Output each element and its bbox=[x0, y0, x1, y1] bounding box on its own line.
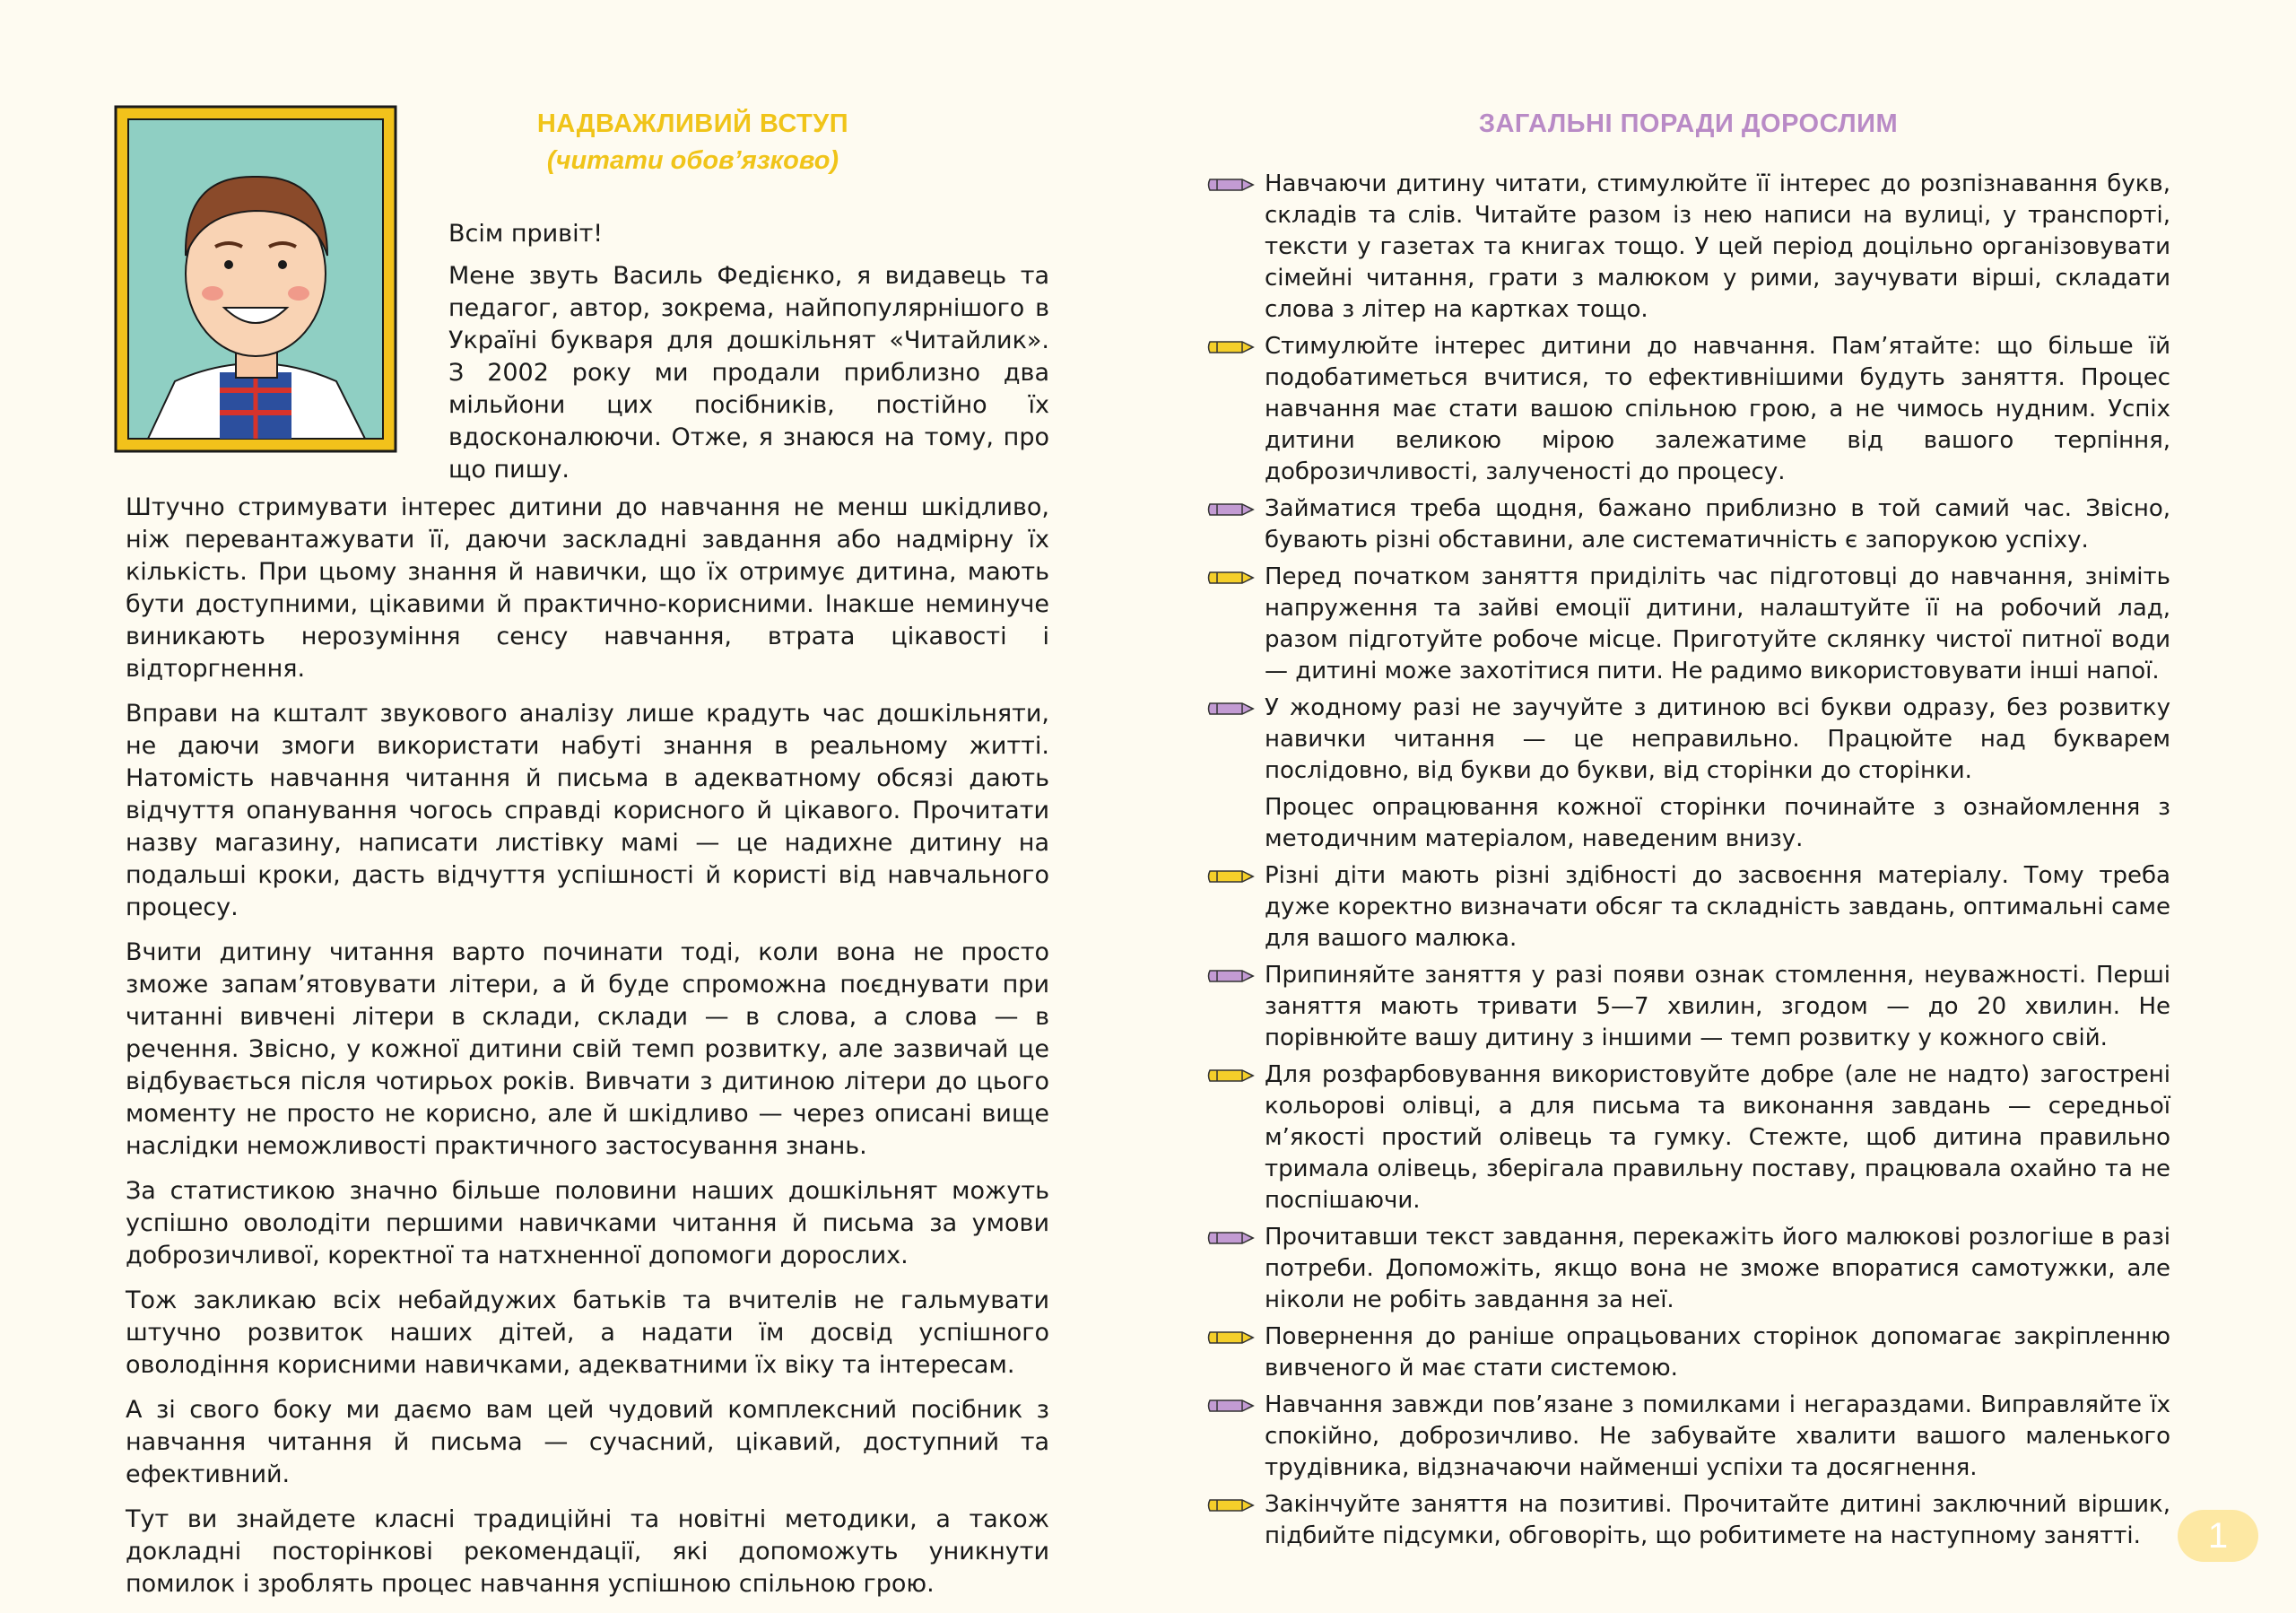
tip-item bbox=[1206, 792, 2170, 855]
tip-item bbox=[1206, 493, 2170, 556]
tip-text: Повернення до раніше опрацьованих сторінок допомагає закріпленню вивченого й має стати системою. bbox=[1265, 1323, 2170, 1382]
pencil-icon bbox=[1206, 567, 1257, 589]
pencil-icon bbox=[1206, 1495, 1257, 1516]
tip-item bbox=[1206, 1059, 2170, 1216]
tip-text: Припиняйте заняття у разі появи ознак стомлення, неуважності. Перші заняття мають тривати 5—7 хвилин, згодом — до 20 хвилин. Не порівнюйте вашу дитину з іншими — темп розвитку у кожного свій. bbox=[1265, 962, 2170, 1051]
tip-item bbox=[1206, 1222, 2170, 1316]
intro-paragraph: Мене звуть Василь Федієнко, я видавець та педагог, автор, зокрема, найпопулярнішого в Україні букваря для дошкільнят «Читайлик». З 2002 року ми продали приблизно два мільйони цих посібників, постійно їх вдосконалюючи. Отже, я знаюся на тому, про що пишу. bbox=[448, 262, 1049, 484]
tips-title: ЗАГАЛЬНІ ПОРАДИ ДОРОСЛИМ bbox=[1478, 109, 1899, 138]
tip-text: Займатися треба щодня, бажано приблизно в той самий час. Звісно, бувають різні обставини, але систематичність є запорукою успіху. bbox=[1265, 495, 2170, 554]
pencil-icon bbox=[1206, 698, 1257, 719]
pencil-icon bbox=[1206, 1327, 1257, 1348]
page-number: 1 bbox=[2178, 1510, 2258, 1562]
tip-text: Прочитавши текст завдання, перекажіть його малюкові розлогіше в разі потреби. Допоможіть, якщо вона не зможе впоратися самотужки, але ніколи не робіть завдання за неї. bbox=[1265, 1224, 2170, 1313]
tip-text: Для розфарбовування використовуйте добре (але не надто) загострені кольорові олівці, а для письма та виконання завдань — середньої м’якості простий олівець та гумку. Стежте, щоб дитина правильно тримала олівець, зберігала правильну поставу, працювала охайно та не поспішаючи. bbox=[1265, 1061, 2170, 1214]
intro-subtitle: (читати обов’язково) bbox=[546, 146, 839, 175]
body-paragraph: А зі свого боку ми даємо вам цей чудовий комплексний посібник з навчання читання й письма — сучасний, цікавий, доступний та ефективний. bbox=[126, 1396, 1049, 1488]
body-paragraph: Тож закликаю всіх небайдужих батьків та вчителів не гальмувати штучно розвиток наших дітей, а надати їм досвід успішного оволодіння корисними навичками, адекватними їх віку та інтересам. bbox=[126, 1286, 1049, 1379]
body-text bbox=[126, 492, 1049, 1613]
tip-item bbox=[1206, 331, 2170, 488]
body-paragraph: За статистикою значно більше половини наших дошкільнят можуть успішно оволодіти першими навичками читання й письма за умови доброзичливої, коректної та натхненної допомоги дорослих. bbox=[126, 1177, 1049, 1269]
tip-item bbox=[1206, 1390, 2170, 1484]
tip-text: Стимулюйте інтерес дитини до навчання. Пам’ятайте: що більше їй подобатиметься вчитися, то ефективнішими будуть заняття. Процес навчання має стати вашою спільною грою, а не чимось нудним. Успіх дитини великою мірою залежатиме від вашого терпіння, доброзичливості, залученості до процесу. bbox=[1265, 333, 2170, 485]
intro-title: НАДВАЖЛИВИЙ ВСТУП bbox=[536, 109, 849, 138]
tip-item bbox=[1206, 860, 2170, 955]
greeting: Всім привіт! bbox=[448, 220, 604, 248]
tip-text: Навчання завжди пов’язане з помилками і негараздами. Виправляйте їх спокійно, доброзичливо. Не забувайте хвалити вашого маленького трудівника, відзначаючи найменші успіхи та досягнення. bbox=[1265, 1391, 2170, 1481]
author-portrait bbox=[112, 103, 399, 455]
tip-text: У жодному разі не заучуйте з дитиною всі букви одразу, без розвитку навички читання — це неправильно. Працюйте над букварем послідовно, від букви до букви, від сторінки до сторінки. bbox=[1265, 694, 2170, 784]
tip-item bbox=[1206, 562, 2170, 687]
tip-text: Процес опрацювання кожної сторінки починайте з ознайомлення з методичним матеріалом, наведеним внизу. bbox=[1265, 794, 2170, 852]
tip-text: Різні діти мають різні здібності до засвоєння матеріалу. Тому треба дуже коректно визначати обсяг та складність завдань, оптимальні саме для вашого малюка. bbox=[1265, 862, 2170, 952]
tips-list bbox=[1206, 169, 2170, 1557]
pencil-icon bbox=[1206, 866, 1257, 887]
pencil-icon bbox=[1206, 1395, 1257, 1417]
tip-text: Закінчуйте заняття на позитиві. Прочитайте дитині заключний віршик, підбийте підсумки, обговоріть, що робитимете на наступному занятті. bbox=[1265, 1491, 2170, 1549]
body-paragraph: Штучно стримувати інтерес дитини до навчання не менш шкідливо, ніж перевантажувати її, даючи заскладні завдання або надмірну їх кількість. При цьому знання й навички, що їх отримує дитина, мають бути доступними, цікавими й практично-корисними. Інакше неминуче виникають нерозуміння сенсу навчання, втрата цікавості і відторгнення. bbox=[126, 493, 1049, 683]
tip-item bbox=[1206, 693, 2170, 787]
tip-item bbox=[1206, 960, 2170, 1054]
intro-heading bbox=[448, 109, 937, 176]
pencil-icon bbox=[1206, 174, 1257, 196]
tip-item bbox=[1206, 1489, 2170, 1552]
pencil-icon bbox=[1206, 499, 1257, 520]
body-paragraph: Вчити дитину читання варто починати тоді, коли вона не просто зможе запам’ятовувати літери, а й буде спроможна поєднувати при читанні вивчені літери в склади, склади — в слова, а слова — в речення. Звісно, у кожної дитини свій темп розвитку, але зазвичай це відбувається після чотирьох років. Вивчати з дитиною літери до цього моменту не просто не корисно, але й шкідливо — через описані вище наслідки неможливості практичного застосування знань. bbox=[126, 938, 1049, 1160]
tip-item bbox=[1206, 169, 2170, 326]
tip-text: Навчаючи дитину читати, стимулюйте її інтерес до розпізнавання букв, складів та слів. Читайте разом із нею написи на вулиці, у транспорті, тексти у газетах та книгах тощо. У цей період доцільно організовувати сімейні читання, грати з малюком у рими, заучувати вірші, складати слова з літер на картках тощо. bbox=[1265, 170, 2170, 323]
pencil-icon bbox=[1206, 965, 1257, 987]
pencil-icon bbox=[1206, 336, 1257, 358]
tip-item bbox=[1206, 1321, 2170, 1384]
body-paragraph: Тут ви знайдете класні традиційні та новітні методики, а також докладні посторінкові рекомендації, які допоможуть уникнути помилок і зроблять процес навчання успішною спільною грою. bbox=[126, 1505, 1049, 1598]
pencil-icon bbox=[1206, 1227, 1257, 1249]
pencil-icon bbox=[1206, 1065, 1257, 1086]
body-paragraph: Вправи на кшталт звукового аналізу лише крадуть час дошкільняти, не даючи змоги використати набуті знання в реальному житті. Натомість навчання читання й письма в адекватному обсязі дають відчуття опанування чогось справді корисного й цікавого. Прочитати назву магазину, написати листівку мамі — це надихне дитину на подальші кроки, дасть відчуття успішності й користі від навчального процесу. bbox=[126, 700, 1049, 921]
tip-text: Перед початком заняття приділіть час підготовці до навчання, зніміть напруження та зайві емоції дитини, налаштуйте її на робочий лад, разом підготуйте робоче місце. Приготуйте склянку чистої питної води — дитині може захотітися пити. Не радимо використовувати інші напої. bbox=[1265, 563, 2170, 684]
